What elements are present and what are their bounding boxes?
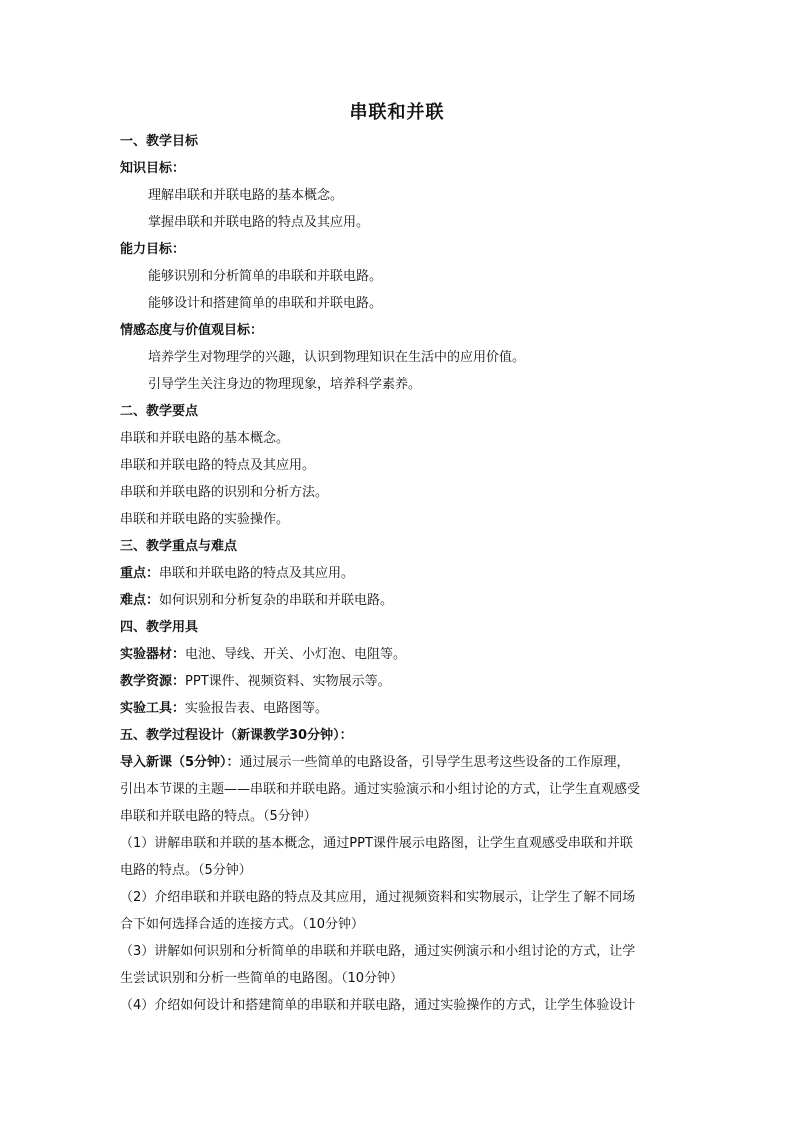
step-4-line-1: （4）介绍如何设计和搭建简单的串联和并联电路，通过实验操作的方式，让学生体验设计 (120, 998, 636, 1013)
step-1-line-1: （1）讲解串联和并联的基本概念，通过PPT课件展示电路图，让学生直观感受串联和并联 (120, 836, 633, 851)
section-2-heading: 二、教学要点 (120, 404, 199, 419)
emotion-goal-2: 引导学生关注身边的物理现象，培养科学素养。 (148, 377, 422, 392)
teaching-point-3: 串联和并联电路的识别和分析方法。 (120, 485, 329, 500)
tools-line (120, 700, 680, 718)
knowledge-goals-label: 知识目标： (120, 161, 186, 176)
intro-label: 导入新课（5分钟）： (120, 755, 240, 770)
equipment-label: 实验器材： (120, 647, 186, 662)
teaching-point-2: 串联和并联电路的特点及其应用。 (120, 458, 316, 473)
knowledge-goal-1: 理解串联和并联电路的基本概念。 (148, 188, 344, 203)
teaching-point-4: 串联和并联电路的实验操作。 (120, 512, 290, 527)
step-2-line-2: 合下如何选择合适的连接方式。（10分钟） (120, 917, 365, 932)
step-3-line-2: 生尝试识别和分析一些简单的电路图。（10分钟） (120, 971, 404, 986)
equipment-line (120, 646, 680, 664)
intro-line-1 (120, 754, 680, 772)
ability-goal-1: 能够识别和分析简单的串联和并联电路。 (148, 269, 383, 284)
key-point-text: 串联和并联电路的特点及其应用。 (159, 566, 355, 581)
difficult-point-text: 如何识别和分析复杂的串联和并联电路。 (159, 593, 394, 608)
difficult-point (120, 592, 680, 610)
emotion-goal-1: 培养学生对物理学的兴趣，认识到物理知识在生活中的应用价值。 (148, 350, 526, 365)
tools-text: 实验报告表、电路图等。 (185, 701, 329, 716)
intro-line-2: 引出本节课的主题——串联和并联电路。通过实验演示和小组讨论的方式，让学生直观感受 (120, 782, 641, 797)
difficult-point-label: 难点： (120, 593, 160, 608)
knowledge-goal-2: 掌握串联和并联电路的特点及其应用。 (148, 215, 370, 230)
intro-line-3: 串联和并联电路的特点。（5分钟） (120, 809, 317, 824)
key-point-label: 重点： (120, 566, 160, 581)
section-5-heading: 五、教学过程设计（新课教学30分钟）： (120, 728, 353, 743)
emotion-goals-label: 情感态度与价值观目标： (120, 323, 264, 338)
page-title: 串联和并联 (349, 102, 445, 123)
step-2-line-1: （2）介绍串联和并联电路的特点及其应用，通过视频资料和实物展示，让学生了解不同场 (120, 890, 636, 905)
resources-label: 教学资源： (120, 674, 186, 689)
step-3-line-1: （3）讲解如何识别和分析简单的串联和并联电路，通过实例演示和小组讨论的方式，让学 (120, 944, 636, 959)
resources-text: PPT课件、视频资料、实物展示等。 (185, 674, 391, 689)
section-4-heading: 四、教学用具 (120, 620, 199, 635)
tools-label: 实验工具： (120, 701, 186, 716)
ability-goals-label: 能力目标： (120, 242, 186, 257)
ability-goal-2: 能够设计和搭建简单的串联和并联电路。 (148, 296, 383, 311)
key-point (120, 565, 680, 583)
resources-line (120, 673, 680, 691)
equipment-text: 电池、导线、开关、小灯泡、电阻等。 (185, 647, 407, 662)
section-1-heading: 一、教学目标 (120, 134, 199, 149)
intro-text-1: 通过展示一些简单的电路设备，引导学生思考这些设备的工作原理， (239, 755, 630, 770)
step-1-line-2: 电路的特点。（5分钟） (120, 863, 252, 878)
section-3-heading: 三、教学重点与难点 (120, 539, 238, 554)
teaching-point-1: 串联和并联电路的基本概念。 (120, 431, 290, 446)
